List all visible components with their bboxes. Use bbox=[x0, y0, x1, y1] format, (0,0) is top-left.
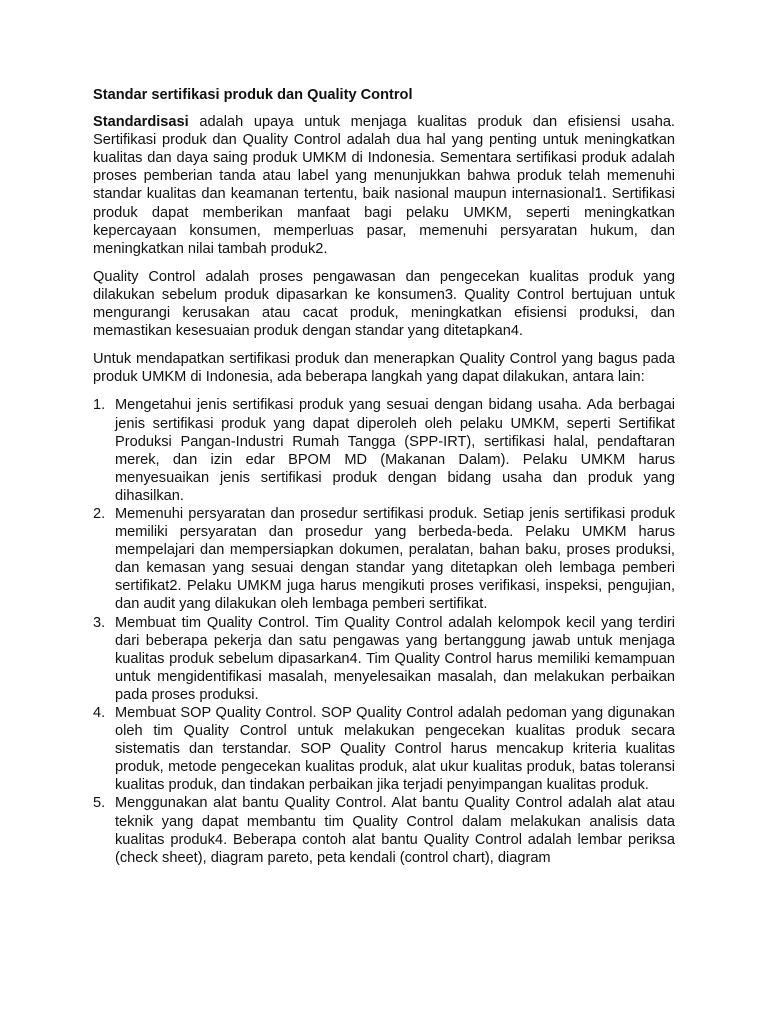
intro-text: adalah upaya untuk menjaga kualitas produk dan efisiensi usaha. Sertifikasi produk dan Quality Control adalah dua hal yang penting untuk meningkatkan kualitas dan daya saing produk UMKM di Indonesia. Sementara sertifikasi produk adalah proses pemberian tanda atau label yang menunjukkan bahwa produk telah memenuhi standar kualitas dan keamanan tertentu, baik nasional maupun internasional1. Sertifikasi produk dapat memberikan manfaat bagi pelaku UMKM, seperti meningkatkan kepercayaan konsumen, memperluas pasar, memenuhi persyaratan hukum, dan meningkatkan nilai tambah produk2. bbox=[93, 114, 675, 257]
list-item bbox=[93, 505, 675, 614]
list-item-number: 4. bbox=[93, 705, 106, 721]
list-item bbox=[93, 794, 675, 866]
list-item-number: 1. bbox=[93, 397, 106, 414]
intro-paragraph bbox=[93, 113, 675, 258]
document-title: Standar sertifikasi produk dan Quality Control bbox=[93, 87, 413, 103]
list-item-number: 3. bbox=[93, 614, 106, 631]
list-item-text: Memenuhi persyaratan dan prosedur sertifikasi produk. Setiap jenis sertifikasi produk memiliki persyaratan dan prosedur yang berbeda-beda. Pelaku UMKM harus mempelajari dan mempersiapkan dokumen, peralatan, bahan baku, proses produksi, dan kemasan yang sesuai dengan standar yang ditetapkan oleh lembaga pemberi sertifikat2. Pelaku UMKM juga harus mengikuti proses verifikasi, inspeksi, pengujian, dan audit yang dilakukan oleh lembaga pemberi sertifikat. bbox=[115, 505, 675, 613]
list-item-text: Membuat SOP Quality Control. SOP Quality Control adalah pedoman yang digunakan oleh tim Quality Control untuk melakukan pengecekan kualitas produk secara sistematis dan terstandar. SOP Quality Control harus mencakup kriteria kualitas produk, metode pengecekan kualitas produk, alat ukur kualitas produk, batas toleransi kualitas produk, dan tindakan perbaikan jika terjadi penyimpangan kualitas produk. bbox=[115, 705, 675, 794]
list-item bbox=[93, 704, 675, 794]
quality-control-paragraph: Quality Control adalah proses pengawasan dan pengecekan kualitas produk yang dilakukan sebelum produk dipasarkan ke konsumen3. Quality Control bertujuan untuk mengurangi kerusakan atau cacat produk, meningkatkan efisiensi produksi, dan memastikan kesesuaian produk dengan standar yang ditetapkan4. bbox=[93, 268, 675, 340]
intro-lead-term: Standardisasi bbox=[93, 114, 189, 131]
list-item-text: Membuat tim Quality Control. Tim Quality Control adalah kelompok kecil yang terdiri dari beberapa pekerja dan satu pengawas yang bertanggung jawab untuk menjaga kualitas produk sebelum dipasarkan4. Tim Quality Control harus memiliki kemampuan untuk mengidentifikasi masalah, menyelesaikan masalah, dan melakukan perbaikan pada proses produksi. bbox=[115, 614, 675, 703]
list-item bbox=[93, 614, 675, 704]
list-item-number: 5. bbox=[93, 795, 106, 812]
list-item bbox=[93, 396, 675, 505]
steps-list bbox=[93, 396, 675, 866]
list-item-number: 2. bbox=[93, 505, 106, 522]
document-page bbox=[93, 86, 675, 867]
list-item-text: Menggunakan alat bantu Quality Control. Alat bantu Quality Control adalah alat atau teknik yang dapat membantu tim Quality Control dalam melakukan analisis data kualitas produk4. Beberapa contoh alat bantu Quality Control adalah lembar periksa (check sheet), diagram pareto, peta kendali (control chart), diagram bbox=[115, 795, 675, 866]
list-item-text: Mengetahui jenis sertifikasi produk yang sesuai dengan bidang usaha. Ada berbagai jenis sertifikasi produk yang dapat diperoleh oleh pelaku UMKM, seperti Sertifikat Produksi Pangan-Industri Rumah Tangga (SPP-IRT), sertifikasi halal, pendaftaran merek, dan izin edar BPOM MD (Makanan Dalam). Pelaku UMKM harus menyesuaikan jenis sertifikasi produk dengan bidang usaha dan produk yang dihasilkan. bbox=[115, 397, 675, 504]
steps-intro-paragraph: Untuk mendapatkan sertifikasi produk dan menerapkan Quality Control yang bagus pada produk UMKM di Indonesia, ada beberapa langkah yang dapat dilakukan, antara lain: bbox=[93, 351, 675, 386]
